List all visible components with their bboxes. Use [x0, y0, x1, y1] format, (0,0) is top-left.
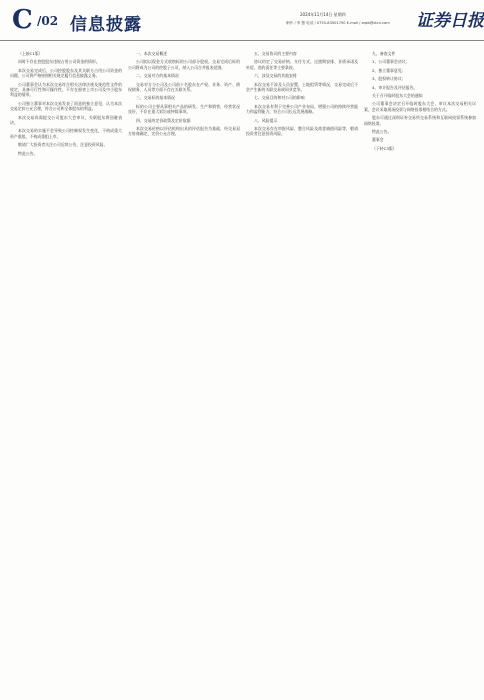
paragraph: 同时不存在控股股东违规占用公司资金的情形。 [18, 59, 100, 65]
issue-date: 2024年11月14日 星期四 [300, 12, 346, 17]
column-3 [246, 48, 358, 694]
paragraph: 公司拟以现金方式收购标的公司部分股权，交易完成后标的公司将成为公司的控股子公司，纳入公司合并报表范围。 [128, 59, 240, 70]
paragraph: 关于召开临时股东大会的通知 [372, 93, 423, 99]
section-letter: C [12, 5, 33, 35]
paragraph: 二、交易对方的基本情况 [136, 73, 179, 79]
paragraph: 三、交易标的基本情况 [136, 95, 175, 101]
paragraph: 四、交易的定价政策及定价依据 [136, 117, 191, 123]
paragraph: 本次交易尚需提交公司股东大会审议，关联股东将回避表决。 [10, 114, 122, 126]
paragraph: 标的公司主要从事相关产品的研发、生产和销售，经营状况良好，不存在重大诉讼或仲裁事项。 [128, 103, 240, 115]
paragraph: （上接C1版） [18, 51, 43, 56]
paragraph: 股东可通过深圳证券交易所交易系统和互联网投票系统参加网络投票。 [364, 115, 476, 126]
paragraph: 3、股权转让协议； [372, 76, 406, 82]
paragraph: 本次交易价格以评估机构出具的评估报告为基础，经交易双方协商确定，定价公允合理。 [128, 126, 240, 137]
paragraph: 特此公告。 [18, 150, 38, 156]
paragraph: 2、独立董事意见； [372, 67, 406, 73]
paragraph: （下转C3版） [372, 145, 397, 151]
paragraph: 五、交易协议的主要内容 [254, 51, 297, 56]
paragraph: 八、风险提示 [254, 117, 278, 123]
section-title: 信息披露 [70, 15, 142, 35]
paragraph: 九、备查文件 [372, 51, 396, 56]
paragraph: 公司独立董事对本次交易发表了同意的独立意见，认为本次交易定价公允合理，符合公司和全体股东的利益。 [10, 100, 122, 112]
paragraph: 4、审计报告及评估报告。 [372, 84, 418, 90]
page-header [0, 0, 484, 41]
column-4 [364, 48, 476, 694]
paragraph: 本次交易有利于完善公司产业布局，增强公司的持续经营能力和盈利能力，符合公司长远发展战略。 [246, 103, 358, 115]
paragraph: 协议约定了交易价格、支付方式、过渡期安排、业绩承诺及补偿、违约责任等主要条款。 [246, 59, 358, 70]
paragraph: 本次交易存在审批风险、整合风险及商誉减值风险等，敬请投资者注意投资风险。 [246, 126, 358, 137]
paragraph: 董事会 [372, 137, 384, 143]
paragraph: 本次交易的实施不会导致公司控制权发生变化，不构成重大资产重组，不构成重组上市。 [10, 128, 122, 139]
column-1 [10, 48, 122, 694]
paragraph: 1、公司董事会决议； [372, 59, 410, 65]
editor-contact: 制作 / 李 慧 电话 / 0755-83501750 E-mail / zqsb@stcn.com [286, 21, 390, 25]
paragraph: 敬请广大投资者关注公司后续公告，注意投资风险。 [18, 142, 108, 148]
paragraph: 本次交易不涉及人员安置、土地租赁等情况，交易完成后不会产生新的关联交易或同业竞争。 [246, 81, 358, 93]
paragraph: 交易对方与公司及公司前十名股东在产权、业务、资产、债权债务、人员等方面不存在关联关系。 [128, 81, 240, 93]
paragraph: 公司董事会认为本次交易符合相关法律法规及规范性文件的规定，具备可行性和可操作性，不存在损害上市公司及中小股东利益的情形。 [10, 81, 122, 98]
paragraph: 特此公告。 [372, 129, 392, 135]
column-2 [128, 48, 240, 694]
paragraph: 六、涉及交易的其他安排 [254, 73, 297, 79]
paragraph: 一、本次交易概述 [136, 51, 168, 56]
masthead-logo: 证券日报 [416, 11, 484, 31]
paragraph: 公司董事会决定召开临时股东大会，审议本次交易相关议案，会议采取现场投票与网络投票相结合的方式。 [364, 101, 476, 112]
article-columns [10, 48, 476, 694]
page-number: /02 [37, 14, 59, 28]
paragraph: 本次交易完成后，公司控股股东及其关联方占用公司资金的问题，公司将严格按照相关规定履行信息披露义务。 [10, 67, 122, 79]
paragraph: 七、交易目的和对公司的影响 [254, 95, 305, 101]
